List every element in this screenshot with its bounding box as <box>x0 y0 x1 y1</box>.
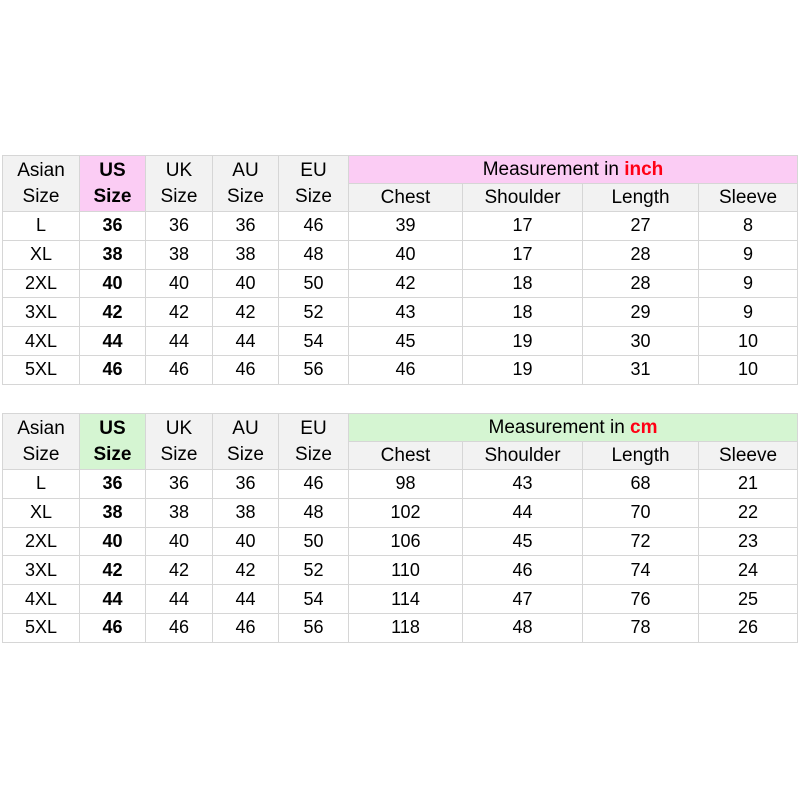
table-row <box>3 613 798 642</box>
cell-au-size: 44 <box>213 327 279 356</box>
cell-eu-size: 46 <box>279 212 349 241</box>
cell-asian-size: 4XL <box>3 585 80 614</box>
cell-au-size: 40 <box>213 527 279 556</box>
cell-eu-size: 48 <box>279 240 349 269</box>
cell-au-size: 44 <box>213 585 279 614</box>
col-header-eu-size <box>279 156 349 212</box>
col-header-shoulder: Shoulder <box>463 442 583 470</box>
cell-eu-size: 56 <box>279 355 349 384</box>
cell-au-size: 46 <box>213 613 279 642</box>
cell-au-size: 42 <box>213 298 279 327</box>
cell-shoulder: 46 <box>463 556 583 585</box>
header-row <box>3 414 798 442</box>
header-text-line: Asian <box>17 160 65 182</box>
cell-au-size: 36 <box>213 212 279 241</box>
col-header-length: Length <box>583 442 699 470</box>
table-row <box>3 269 798 298</box>
measurement-title-prefix: Measurement in <box>488 416 625 438</box>
cell-eu-size: 52 <box>279 298 349 327</box>
cell-shoulder: 44 <box>463 498 583 527</box>
table-row <box>3 527 798 556</box>
cell-length: 72 <box>583 527 699 556</box>
cell-shoulder: 17 <box>463 212 583 241</box>
col-header-asian-size <box>3 156 80 212</box>
cell-asian-size: 4XL <box>3 327 80 356</box>
cell-us-size: 44 <box>80 585 146 614</box>
cell-us-size: 42 <box>80 556 146 585</box>
measurement-title <box>349 156 798 184</box>
cell-sleeve: 26 <box>699 613 798 642</box>
cell-sleeve: 9 <box>699 298 798 327</box>
cell-uk-size: 40 <box>146 269 213 298</box>
col-header-au-size <box>213 156 279 212</box>
header-text-line: Size <box>22 443 60 465</box>
cell-length: 30 <box>583 327 699 356</box>
cell-length: 29 <box>583 298 699 327</box>
col-header-length: Length <box>583 184 699 212</box>
cell-asian-size: XL <box>3 240 80 269</box>
table-row <box>3 212 798 241</box>
cell-length: 31 <box>583 355 699 384</box>
cell-uk-size: 42 <box>146 556 213 585</box>
cell-uk-size: 36 <box>146 212 213 241</box>
cell-length: 78 <box>583 613 699 642</box>
cell-us-size: 44 <box>80 327 146 356</box>
col-header-au-size <box>213 414 279 470</box>
size-table-inch <box>2 155 798 385</box>
col-header-eu-size <box>279 414 349 470</box>
table-row <box>3 355 798 384</box>
header-text-line: Asian <box>17 418 65 440</box>
cell-chest: 46 <box>349 355 463 384</box>
table-row <box>3 327 798 356</box>
cell-au-size: 36 <box>213 470 279 499</box>
header-text-line: US <box>99 418 126 440</box>
cell-shoulder: 45 <box>463 527 583 556</box>
header-text-line: UK <box>165 160 193 182</box>
cell-au-size: 46 <box>213 355 279 384</box>
cell-sleeve: 25 <box>699 585 798 614</box>
cell-length: 27 <box>583 212 699 241</box>
measurement-title <box>349 414 798 442</box>
header-text-line: US <box>99 160 126 182</box>
cell-uk-size: 38 <box>146 240 213 269</box>
cell-asian-size: L <box>3 212 80 241</box>
col-header-uk-size <box>146 414 213 470</box>
cell-eu-size: 54 <box>279 585 349 614</box>
col-header-sleeve: Sleeve <box>699 184 798 212</box>
cell-asian-size: 3XL <box>3 556 80 585</box>
cell-uk-size: 36 <box>146 470 213 499</box>
cell-shoulder: 17 <box>463 240 583 269</box>
cell-shoulder: 19 <box>463 355 583 384</box>
cell-asian-size: L <box>3 470 80 499</box>
cell-length: 28 <box>583 269 699 298</box>
cell-chest: 98 <box>349 470 463 499</box>
cell-us-size: 46 <box>80 613 146 642</box>
col-header-chest: Chest <box>349 442 463 470</box>
cell-eu-size: 56 <box>279 613 349 642</box>
cell-sleeve: 21 <box>699 470 798 499</box>
header-text-line: Size <box>160 443 198 465</box>
cell-asian-size: 2XL <box>3 527 80 556</box>
col-header-sleeve: Sleeve <box>699 442 798 470</box>
cell-uk-size: 38 <box>146 498 213 527</box>
table-row <box>3 240 798 269</box>
cell-sleeve: 8 <box>699 212 798 241</box>
cell-sleeve: 10 <box>699 355 798 384</box>
col-header-us-size <box>80 156 146 212</box>
cell-shoulder: 19 <box>463 327 583 356</box>
measurement-unit: cm <box>630 416 658 438</box>
cell-length: 74 <box>583 556 699 585</box>
cell-chest: 43 <box>349 298 463 327</box>
table-row <box>3 498 798 527</box>
cell-us-size: 40 <box>80 527 146 556</box>
cell-shoulder: 18 <box>463 269 583 298</box>
cell-chest: 39 <box>349 212 463 241</box>
cell-us-size: 42 <box>80 298 146 327</box>
cell-us-size: 46 <box>80 355 146 384</box>
cell-us-size: 38 <box>80 498 146 527</box>
header-text-line: EU <box>300 160 327 182</box>
col-header-shoulder: Shoulder <box>463 184 583 212</box>
cell-chest: 102 <box>349 498 463 527</box>
header-text-line: EU <box>300 418 327 440</box>
header-text-line: AU <box>232 160 259 182</box>
cell-au-size: 38 <box>213 240 279 269</box>
cell-eu-size: 46 <box>279 470 349 499</box>
cell-us-size: 40 <box>80 269 146 298</box>
header-text-line: Size <box>93 443 132 465</box>
cell-eu-size: 52 <box>279 556 349 585</box>
cell-shoulder: 43 <box>463 470 583 499</box>
cell-length: 76 <box>583 585 699 614</box>
cell-asian-size: 5XL <box>3 355 80 384</box>
cell-sleeve: 9 <box>699 269 798 298</box>
cell-shoulder: 47 <box>463 585 583 614</box>
cell-eu-size: 50 <box>279 527 349 556</box>
table-row <box>3 556 798 585</box>
header-text-line: UK <box>165 418 193 440</box>
cell-asian-size: 3XL <box>3 298 80 327</box>
cell-uk-size: 44 <box>146 585 213 614</box>
header-text-line: Size <box>227 443 264 465</box>
cell-asian-size: XL <box>3 498 80 527</box>
cell-chest: 45 <box>349 327 463 356</box>
size-table-cm <box>2 413 798 643</box>
cell-au-size: 38 <box>213 498 279 527</box>
col-header-us-size <box>80 414 146 470</box>
cell-au-size: 42 <box>213 556 279 585</box>
cell-chest: 118 <box>349 613 463 642</box>
cell-eu-size: 50 <box>279 269 349 298</box>
cell-us-size: 36 <box>80 470 146 499</box>
cell-chest: 114 <box>349 585 463 614</box>
cell-asian-size: 2XL <box>3 269 80 298</box>
cell-length: 70 <box>583 498 699 527</box>
cell-sleeve: 9 <box>699 240 798 269</box>
measurement-unit: inch <box>624 158 664 180</box>
cell-chest: 106 <box>349 527 463 556</box>
header-text-line: Size <box>93 185 132 207</box>
cell-length: 28 <box>583 240 699 269</box>
header-text-line: Size <box>295 185 332 207</box>
cell-sleeve: 10 <box>699 327 798 356</box>
cell-shoulder: 48 <box>463 613 583 642</box>
col-header-asian-size <box>3 414 80 470</box>
cell-us-size: 38 <box>80 240 146 269</box>
cell-uk-size: 42 <box>146 298 213 327</box>
cell-asian-size: 5XL <box>3 613 80 642</box>
header-text-line: Size <box>295 443 332 465</box>
cell-au-size: 40 <box>213 269 279 298</box>
measurement-title-prefix: Measurement in <box>482 158 619 180</box>
cell-length: 68 <box>583 470 699 499</box>
table-row <box>3 298 798 327</box>
cell-sleeve: 24 <box>699 556 798 585</box>
header-text-line: Size <box>227 185 264 207</box>
header-row <box>3 156 798 184</box>
table-row <box>3 470 798 499</box>
header-text-line: Size <box>160 185 198 207</box>
cell-eu-size: 48 <box>279 498 349 527</box>
cell-uk-size: 46 <box>146 613 213 642</box>
cell-uk-size: 46 <box>146 355 213 384</box>
header-text-line: AU <box>232 418 259 440</box>
cell-chest: 110 <box>349 556 463 585</box>
cell-sleeve: 22 <box>699 498 798 527</box>
col-header-uk-size <box>146 156 213 212</box>
cell-sleeve: 23 <box>699 527 798 556</box>
cell-chest: 40 <box>349 240 463 269</box>
cell-chest: 42 <box>349 269 463 298</box>
cell-eu-size: 54 <box>279 327 349 356</box>
header-text-line: Size <box>22 185 60 207</box>
cell-us-size: 36 <box>80 212 146 241</box>
cell-uk-size: 40 <box>146 527 213 556</box>
cell-shoulder: 18 <box>463 298 583 327</box>
table-row <box>3 585 798 614</box>
col-header-chest: Chest <box>349 184 463 212</box>
cell-uk-size: 44 <box>146 327 213 356</box>
